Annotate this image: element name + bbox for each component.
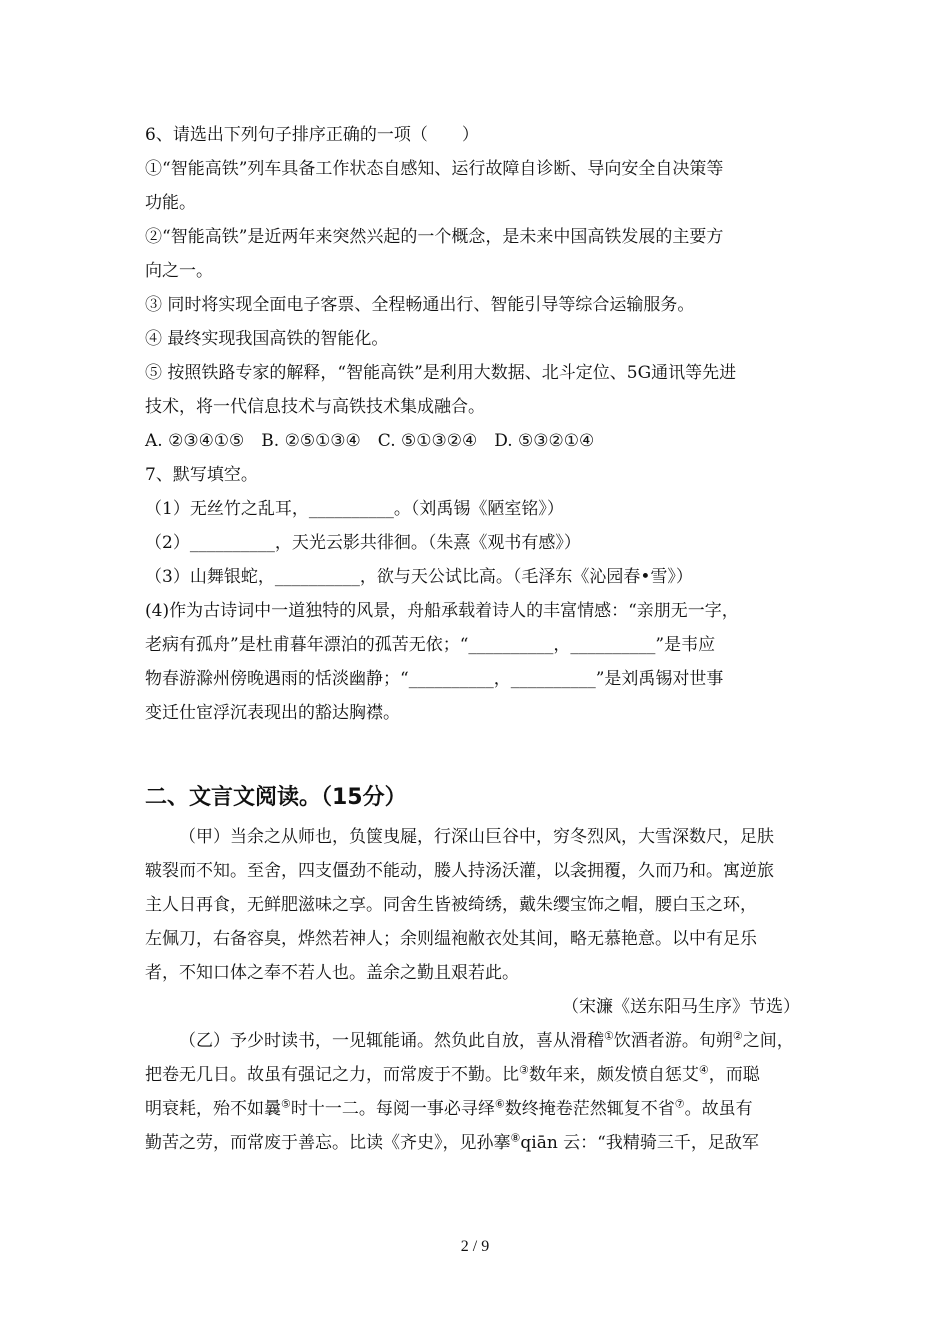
q6-sentence-1-line-2: 功能。 — [145, 193, 196, 213]
q6-sentence-2-line-2: 向之一。 — [145, 261, 213, 281]
footnote-marker-8: ⑧ — [510, 1131, 521, 1145]
passage-yi-line-3-a: 明衰耗，殆不如曩 — [145, 1099, 281, 1119]
passage-yi-line-3 — [145, 1092, 810, 1126]
passage-yi-line-2-c: ，而聪 — [708, 1065, 760, 1085]
q7-item-4-line-1: (4)作为古诗词中一道独特的风景，舟船承载着诗人的丰富情感：“亲朋无一字， — [145, 601, 739, 621]
footnote-marker-7: ⑦ — [674, 1097, 685, 1111]
q7-item-4-line-2: 老病有孤舟”是杜甫暮年漂泊的孤苦无依；“__________，__________”是韦应 — [145, 635, 716, 655]
passage-yi-line-4-b: qiān 云：“我精骑三千，足敌军 — [520, 1133, 759, 1153]
passage-yi-line-4-a: 勤苦之劳，而常废于善忘。比读《齐史》，见孙搴 — [145, 1133, 511, 1153]
q6-sentence-2-line-1: ②“智能高铁”是近两年来突然兴起的一个概念，是未来中国高铁发展的主要方 — [145, 227, 724, 247]
passage-yi-line-1-c: 之间， — [742, 1031, 794, 1051]
footnote-marker-1: ① — [604, 1029, 614, 1043]
page-number: 2 / 9 — [460, 1238, 490, 1255]
q6-sentence-4: ④ 最终实现我国高铁的智能化。 — [145, 329, 389, 349]
footnote-marker-4: ④ — [698, 1063, 709, 1077]
footnote-marker-6: ⑥ — [494, 1097, 505, 1111]
q6-sentence-1-line-1: ①“智能高铁”列车具备工作状态自感知、运行故障自诊断、导向安全自决策等 — [145, 159, 724, 179]
passage-yi-line-1 — [145, 1024, 810, 1058]
page-content — [145, 118, 810, 1160]
q6-options: A. ②③④①⑤ B. ②⑤①③④ C. ⑤①③②④ D. ⑤③②①④ — [145, 431, 595, 451]
section-2-title: 二、文言文阅读。（15分） — [145, 785, 407, 810]
passage-jia-line-5: 者，不知口体之奉不若人也。盖余之勤且艰若此。 — [145, 963, 519, 983]
passage-yi-line-3-d: 。故虽有 — [684, 1099, 753, 1119]
footnote-marker-3: ③ — [519, 1063, 529, 1077]
passage-yi-line-3-c: 数终掩卷茫然辄复不省 — [504, 1099, 675, 1119]
passage-jia-line-2: 皲裂而不知。至舍，四支僵劲不能动，媵人持汤沃灌，以衾拥覆，久而乃和。寓逆旅 — [145, 861, 774, 881]
passage-jia-line-3: 主人日再食，无鲜肥滋味之享。同舍生皆被绮绣，戴朱缨宝饰之帽，腰白玉之环， — [145, 895, 757, 915]
passage-jia-source: （宋濂《送东阳马生序》节选） — [562, 997, 800, 1017]
passage-yi-line-3-b: 时十一二。每阅一事必寻绎 — [290, 1099, 495, 1119]
footnote-marker-5: ⑤ — [281, 1097, 291, 1111]
q7-item-4-line-4: 变迁仕宦浮沉表现出的豁达胸襟。 — [145, 703, 400, 723]
q7-stem: 7、默写填空。 — [145, 465, 258, 485]
q7-item-3: （3）山舞银蛇，__________，欲与天公试比高。（毛泽东《沁园春•雪》） — [145, 567, 693, 587]
passage-jia-line-1: （甲）当余之从师也，负箧曳屣，行深山巨谷中，穷冬烈风，大雪深数尺，足肤 — [179, 827, 774, 847]
q6-stem: 6、请选出下列句子排序正确的一项（ ） — [145, 125, 479, 145]
q6-sentence-5-line-2: 技术，将一代信息技术与高铁技术集成融合。 — [145, 397, 485, 417]
passage-yi-line-2-b: 数年来，颇发愤自惩艾 — [528, 1065, 699, 1085]
footnote-marker-2: ② — [732, 1029, 743, 1043]
passage-yi-line-4 — [145, 1126, 810, 1160]
q6-sentence-3: ③ 同时将实现全面电子客票、全程畅通出行、智能引导等综合运输服务。 — [145, 295, 695, 315]
passage-yi-line-1-a: （乙）予少时读书，一见辄能诵。然负此自放，喜从滑稽 — [179, 1031, 604, 1051]
q6-sentence-5-line-1: ⑤ 按照铁路专家的解释，“智能高铁”是利用大数据、北斗定位、5G通讯等先进 — [145, 363, 737, 383]
passage-yi-line-1-b: 饮酒者游。旬朔 — [613, 1031, 733, 1051]
q7-item-1: （1）无丝竹之乱耳，__________。（刘禹锡《陋室铭》） — [145, 499, 564, 519]
passage-jia-line-4: 左佩刀，右备容臭，烨然若神人；余则缊袍敝衣处其间，略无慕艳意。以中有足乐 — [145, 929, 757, 949]
passage-yi-line-2-a: 把卷无几日。故虽有强记之力，而常废于不勤。比 — [145, 1065, 519, 1085]
q7-item-2: （2）__________，天光云影共徘徊。（朱熹《观书有感》） — [145, 533, 581, 553]
section-spacer — [145, 730, 810, 768]
passage-yi-line-2 — [145, 1058, 810, 1092]
q7-item-4-line-3: 物春游滁州傍晚遇雨的恬淡幽静；“__________，__________”是刘禹锡对世事 — [145, 669, 724, 689]
